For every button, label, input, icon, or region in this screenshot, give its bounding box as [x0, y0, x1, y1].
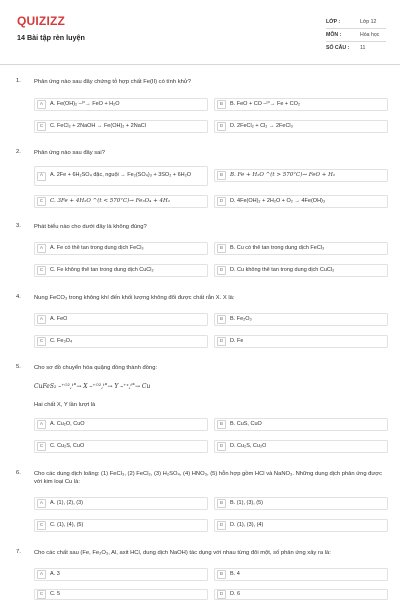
option-text: C. FeCl₂ + 2NaOH → Fe(OH)₂ + 2NaCl [50, 123, 146, 130]
option-d[interactable] [214, 335, 388, 348]
option-letter: D [217, 442, 226, 451]
option-text: B. Fe₂O₃ [230, 316, 252, 323]
option-text: A. Fe(OH)₂ –ᵗ°→ FeO + H₂O [50, 101, 120, 108]
option-text: D. Cu₂S, Cu₂O [230, 443, 267, 450]
option-text: B. Fe + H₂O ^(t > 570°C)→ FeO + H₂ [230, 172, 336, 179]
option-letter: D [217, 590, 226, 599]
option-letter: A [37, 499, 46, 508]
option-d[interactable] [214, 440, 388, 453]
option-letter: A [37, 172, 46, 181]
question-number: 4. [16, 294, 21, 300]
question-number: 3. [16, 223, 21, 229]
question-number: 2. [16, 149, 21, 155]
option-text: D. 6 [230, 591, 241, 598]
option-text: A. 3 [50, 571, 60, 578]
meta-value: Lớp 12 [360, 18, 377, 25]
meta-label: MÔN : [326, 31, 342, 38]
worksheet-meta [326, 16, 386, 55]
option-text: B. CuS, CuO [230, 421, 262, 428]
option-a[interactable] [34, 98, 208, 111]
option-c[interactable] [34, 519, 208, 532]
option-c[interactable] [34, 264, 208, 277]
option-letter: B [217, 171, 226, 180]
option-c[interactable] [34, 120, 208, 133]
option-text: D. Fe [230, 338, 244, 345]
meta-label: LỚP : [326, 18, 341, 25]
option-c[interactable] [34, 195, 208, 208]
option-b[interactable] [214, 418, 388, 431]
quizizz-logo: QUIZIZZ [17, 14, 66, 28]
meta-row-subject [326, 29, 386, 42]
option-text: C. Fe₃O₄ [50, 338, 73, 345]
option-a[interactable] [34, 313, 208, 326]
option-letter: D [217, 266, 226, 275]
question-number: 1. [16, 78, 21, 84]
option-letter: A [37, 100, 46, 109]
question-subtext: Hai chất X, Y lần lượt là [34, 402, 96, 408]
question-text: Phản ứng nào sau đây chứng tỏ hợp chất Fe(II) có tính khử? [34, 79, 191, 85]
option-d[interactable] [214, 195, 388, 208]
meta-row-question-count [326, 42, 386, 55]
option-text: C. 5 [50, 591, 61, 598]
meta-label: SỐ CÂU : [326, 45, 350, 52]
option-letter: D [217, 197, 226, 206]
option-d[interactable] [214, 264, 388, 277]
option-text: C. Fe không thể tan trong dung dịch CuCl₂ [50, 267, 154, 274]
option-a[interactable] [34, 497, 208, 510]
option-letter: A [37, 570, 46, 579]
question-text: Nung FeCO₃ trong không khí đến khối lượng không đổi được chất rắn X. X là: [34, 295, 235, 301]
option-a[interactable] [34, 242, 208, 255]
option-b[interactable] [214, 98, 388, 111]
question-number: 5. [16, 364, 21, 370]
option-letter: C [37, 122, 46, 131]
question-number: 7. [16, 549, 21, 555]
option-c[interactable] [34, 335, 208, 348]
header-divider [0, 64, 400, 65]
option-letter: A [37, 244, 46, 253]
option-text: C. (1), (4), (5) [50, 522, 84, 529]
option-text: A. Cu₂O, CuO [50, 421, 85, 428]
option-text: D. (1), (3), (4) [230, 522, 264, 529]
question-text: Cho các dung dịch loãng: (1) FeCl₃, (2) FeCl₂, (3) H₂SO₄, (4) HNO₃, (5) hỗn hợp gồm HCl và NaNO₃. Những dung dịch phản ứng được với kim loại Cu là: [34, 471, 382, 486]
option-text: A. FeO [50, 316, 68, 323]
option-letter: C [37, 337, 46, 346]
option-d[interactable] [214, 589, 388, 600]
option-text: B. (1), (3), (5) [230, 500, 264, 507]
option-letter: B [217, 315, 226, 324]
option-text: B. FeO + CO –ᵗ°→ Fe + CO₂ [230, 101, 301, 108]
option-text: D. 4Fe(OH)₂ + 2H₂O + O₂ → 4Fe(OH)₃ [230, 198, 326, 205]
question-text: Cho sơ đồ chuyển hóa quặng đồng thành đồng: [34, 365, 158, 371]
option-text: B. 4 [230, 571, 240, 578]
question-text: Phản ứng nào sau đây sai? [34, 150, 105, 156]
question-text: Phát biểu nào cho dưới đây là không đúng? [34, 224, 147, 230]
option-letter: C [37, 521, 46, 530]
option-d[interactable] [214, 519, 388, 532]
option-text: C. Cu₂S, CuO [50, 443, 85, 450]
option-letter: A [37, 420, 46, 429]
option-a[interactable] [34, 568, 208, 581]
option-text: A. Fe có thể tan trong dung dịch FeCl₃ [50, 245, 144, 252]
option-letter: B [217, 420, 226, 429]
option-letter: B [217, 570, 226, 579]
option-c[interactable] [34, 589, 208, 600]
reaction-scheme: CuFeS₂ –⁺ᴼ²,ᵗ°→ X –⁺ᴼ²,ᵗ°→ Y –⁺ˣ,ᵗ°→ Cu [34, 383, 151, 390]
option-text: A. 2Fe + 6H₂SO₄ đặc, nguội → Fe₂(SO₄)₃ + 3SO₂ + 6H₂O [50, 172, 192, 179]
option-text: A. (1), (2), (3) [50, 500, 84, 507]
option-letter: B [217, 499, 226, 508]
option-text: D. Cu không thể tan trong dung dịch CuCl₂ [230, 267, 335, 274]
question-text: Cho các chất sau (Fe, Fe₂O₃, Al, axit HCl, dung dịch NaOH) tác dụng với nhau từng đôi một, số phản ứng xảy ra là: [34, 550, 331, 556]
option-letter: A [37, 315, 46, 324]
option-letter: C [37, 442, 46, 451]
option-c[interactable] [34, 440, 208, 453]
option-d[interactable] [214, 120, 388, 133]
option-b[interactable] [214, 568, 388, 581]
option-letter: C [37, 197, 46, 206]
option-text: B. Cu có thể tan trong dung dịch FeCl₃ [230, 245, 325, 252]
option-letter: D [217, 122, 226, 131]
option-letter: B [217, 244, 226, 253]
meta-value: 11 [360, 45, 366, 52]
meta-row-class [326, 16, 386, 29]
question-number: 6. [16, 470, 21, 476]
option-text: C. 3Fe + 4H₂O ^(t < 570°C)→ Fe₃O₄ + 4H₂ [50, 198, 170, 205]
option-b[interactable] [214, 313, 388, 326]
option-letter: D [217, 337, 226, 346]
option-a[interactable] [34, 418, 208, 431]
worksheet-title: 14 Bài tập rèn luyện [17, 33, 85, 42]
option-letter: C [37, 266, 46, 275]
option-b[interactable] [214, 169, 388, 182]
option-letter: C [37, 590, 46, 599]
option-a[interactable] [34, 166, 208, 186]
option-b[interactable] [214, 242, 388, 255]
option-letter: D [217, 521, 226, 530]
option-b[interactable] [214, 497, 388, 510]
worksheet-header [0, 0, 400, 62]
option-letter: B [217, 100, 226, 109]
option-text: D. 2FeCl₂ + Cl₂ → 2FeCl₃ [230, 123, 293, 130]
meta-value: Hóa học [360, 31, 380, 38]
